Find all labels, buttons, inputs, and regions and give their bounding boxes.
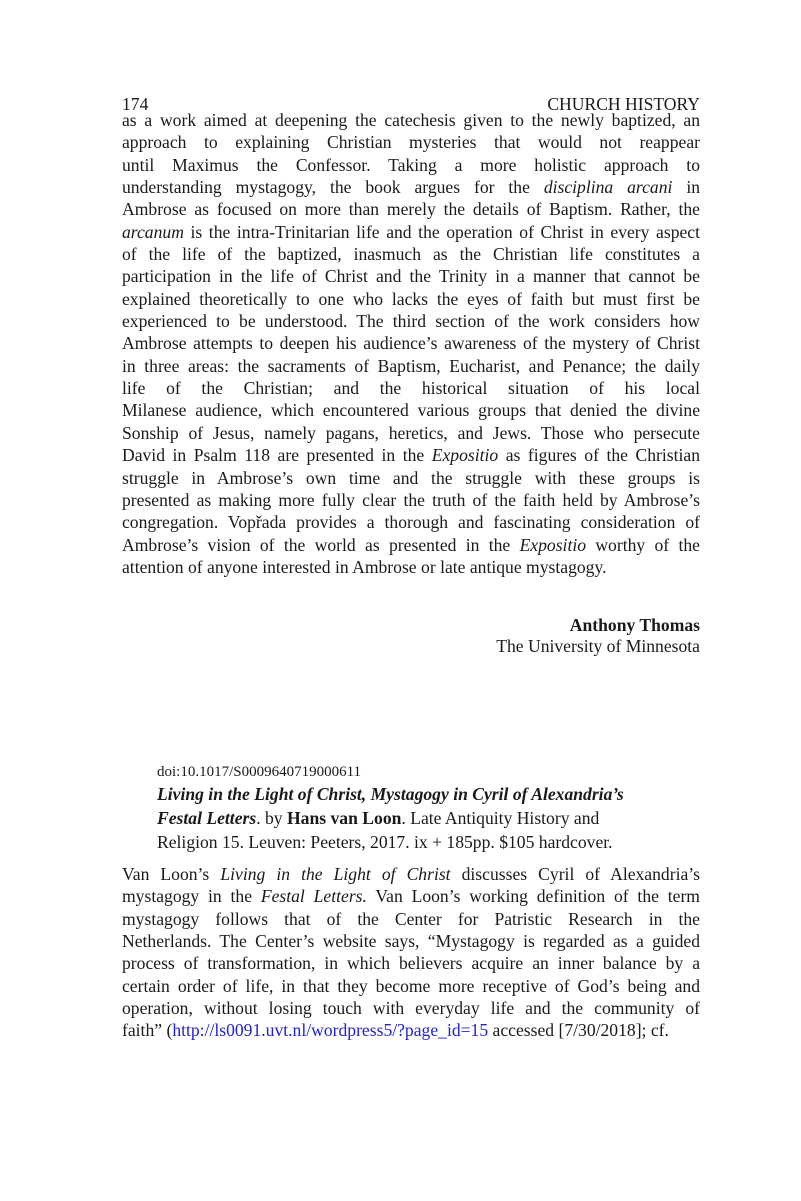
text-line xyxy=(122,952,700,974)
text-segment: experienced to be understood. The third section of the work considers how xyxy=(122,311,700,332)
text-line xyxy=(122,265,700,287)
text-line xyxy=(122,131,700,153)
doi-text: doi:10.1017/S0009640719000611 xyxy=(157,764,362,780)
text-segment: process of transformation, in which believers acquire an inner balance by a xyxy=(122,953,700,974)
text-line xyxy=(122,198,700,220)
page-number: 174 xyxy=(122,94,149,114)
text-line xyxy=(122,109,700,131)
text-segment: Religion 15. Leuven: Peeters, 2017. ix + 185pp. $105 hardcover. xyxy=(157,832,613,852)
review-body-continued xyxy=(122,109,700,578)
text-line xyxy=(122,444,700,466)
text-line xyxy=(122,243,700,265)
reviewer-signature xyxy=(496,615,700,657)
text-segment: disciplina arcani xyxy=(543,177,673,198)
url-link[interactable]: http://ls0091.uvt.nl/wordpress5/?page_id=15 xyxy=(172,1020,489,1041)
text-line xyxy=(157,758,677,782)
text-segment: David in Psalm 118 are presented in the xyxy=(122,445,432,466)
text-segment: Hans van Loon xyxy=(287,808,402,828)
text-line xyxy=(122,154,700,176)
text-line xyxy=(122,422,700,444)
text-segment: Living in the Light of Christ, Mystagogy in Cyril of Alexandria’s xyxy=(157,784,624,804)
text-line xyxy=(122,930,700,952)
text-segment: Expositio xyxy=(519,534,587,555)
reviewer-name: Anthony Thomas xyxy=(569,615,700,635)
text-line xyxy=(122,997,700,1019)
text-line xyxy=(122,399,700,421)
text-segment: accessed [7/30/2018]; cf. xyxy=(488,1020,669,1041)
text-segment: of the life of the baptized, inasmuch as the Christian life constitutes a xyxy=(122,244,700,265)
text-segment: as a work aimed at deepening the catechesis given to the newly baptized, an xyxy=(122,110,700,130)
text-segment: arcanum xyxy=(122,221,184,242)
text-segment: until Maximus the Confessor. Taking a more holistic approach to xyxy=(122,154,700,175)
text-segment: Festal Letters xyxy=(157,808,257,828)
text-segment: as figures of the Christian xyxy=(498,445,700,466)
text-line xyxy=(122,885,700,907)
text-line xyxy=(122,176,700,198)
text-segment: discusses Cyril of Alexandria’s xyxy=(450,864,701,884)
text-line xyxy=(122,288,700,310)
text-line xyxy=(122,332,700,354)
text-line xyxy=(122,511,700,533)
text-segment: is the intra-Trinitarian life and the operation of Christ in every aspect xyxy=(183,221,700,242)
text-line xyxy=(122,908,700,930)
text-line xyxy=(122,377,700,399)
reviewer-affiliation: The University of Minnesota xyxy=(496,636,700,656)
text-segment: certain order of life, in that they become more receptive of God’s being and xyxy=(122,975,700,996)
text-line xyxy=(122,355,700,377)
text-segment: Ambrose’s vision of the world as presented in the xyxy=(122,534,520,555)
text-line xyxy=(122,556,700,578)
text-segment: approach to explaining Christian mysteries that would not reappear xyxy=(122,132,700,153)
book-citation xyxy=(157,758,677,854)
text-line xyxy=(122,489,700,511)
text-segment: Ambrose as focused on more than merely the details of Baptism. Rather, the xyxy=(122,199,700,220)
text-line xyxy=(122,310,700,332)
text-segment: Living in the Light of Christ xyxy=(220,864,451,884)
text-segment: Van Loon’s working definition of the term xyxy=(366,886,700,907)
text-segment: in three areas: the sacraments of Baptism, Eucharist, and Penance; the daily xyxy=(122,355,700,376)
text-segment: faith” ( xyxy=(122,1020,173,1041)
text-segment: understanding mystagogy, the book argues for the xyxy=(122,177,544,198)
text-segment: life of the Christian; and the historical situation of his local xyxy=(122,378,700,399)
text-segment: operation, without losing touch with everyday life and the community of xyxy=(122,998,700,1019)
text-segment: Festal Letters. xyxy=(260,886,367,907)
text-segment: Ambrose attempts to deepen his audience’s awareness of the mystery of Christ xyxy=(122,333,700,354)
text-segment: in xyxy=(672,177,701,198)
text-segment: Netherlands. The Center’s website says, “Mystagogy is regarded as a guided xyxy=(122,931,700,952)
text-line xyxy=(122,863,700,885)
text-segment: Sonship of Jesus, namely pagans, heretics, and Jews. Those who persecute xyxy=(122,422,700,443)
text-segment: mystagogy follows that of the Center for Patristic Research in the xyxy=(122,908,700,929)
text-line xyxy=(122,534,700,556)
text-segment: participation in the life of Christ and the Trinity in a manner that cannot be xyxy=(122,266,700,287)
text-segment: mystagogy in the xyxy=(122,886,261,907)
text-line xyxy=(122,975,700,997)
text-segment: Van Loon’s xyxy=(122,864,221,884)
text-segment: worthy of the xyxy=(586,534,700,555)
text-segment: struggle in Ambrose’s own time and the struggle with these groups is xyxy=(122,467,700,488)
text-segment: attention of anyone interested in Ambrose or late antique mystagogy. xyxy=(122,556,607,577)
text-line xyxy=(157,830,677,854)
text-line xyxy=(122,467,700,489)
text-segment: . by xyxy=(256,808,287,828)
text-segment: presented as making more fully clear the truth of the faith held by Ambrose’s xyxy=(122,489,700,510)
review-body xyxy=(122,863,700,1042)
text-segment: explained theoretically to one who lacks the eyes of faith but must first be xyxy=(122,288,700,309)
running-title: CHURCH HISTORY xyxy=(547,94,700,114)
text-segment: Milanese audience, which encountered various groups that denied the divine xyxy=(122,400,700,421)
text-segment: congregation. Vopřada provides a thorough and fascinating consideration of xyxy=(122,512,700,533)
text-line xyxy=(157,782,677,806)
text-line xyxy=(157,806,677,830)
text-segment: . Late Antiquity History and xyxy=(401,808,600,828)
text-line xyxy=(122,1019,700,1041)
text-segment: Expositio xyxy=(431,445,499,466)
text-line xyxy=(122,221,700,243)
